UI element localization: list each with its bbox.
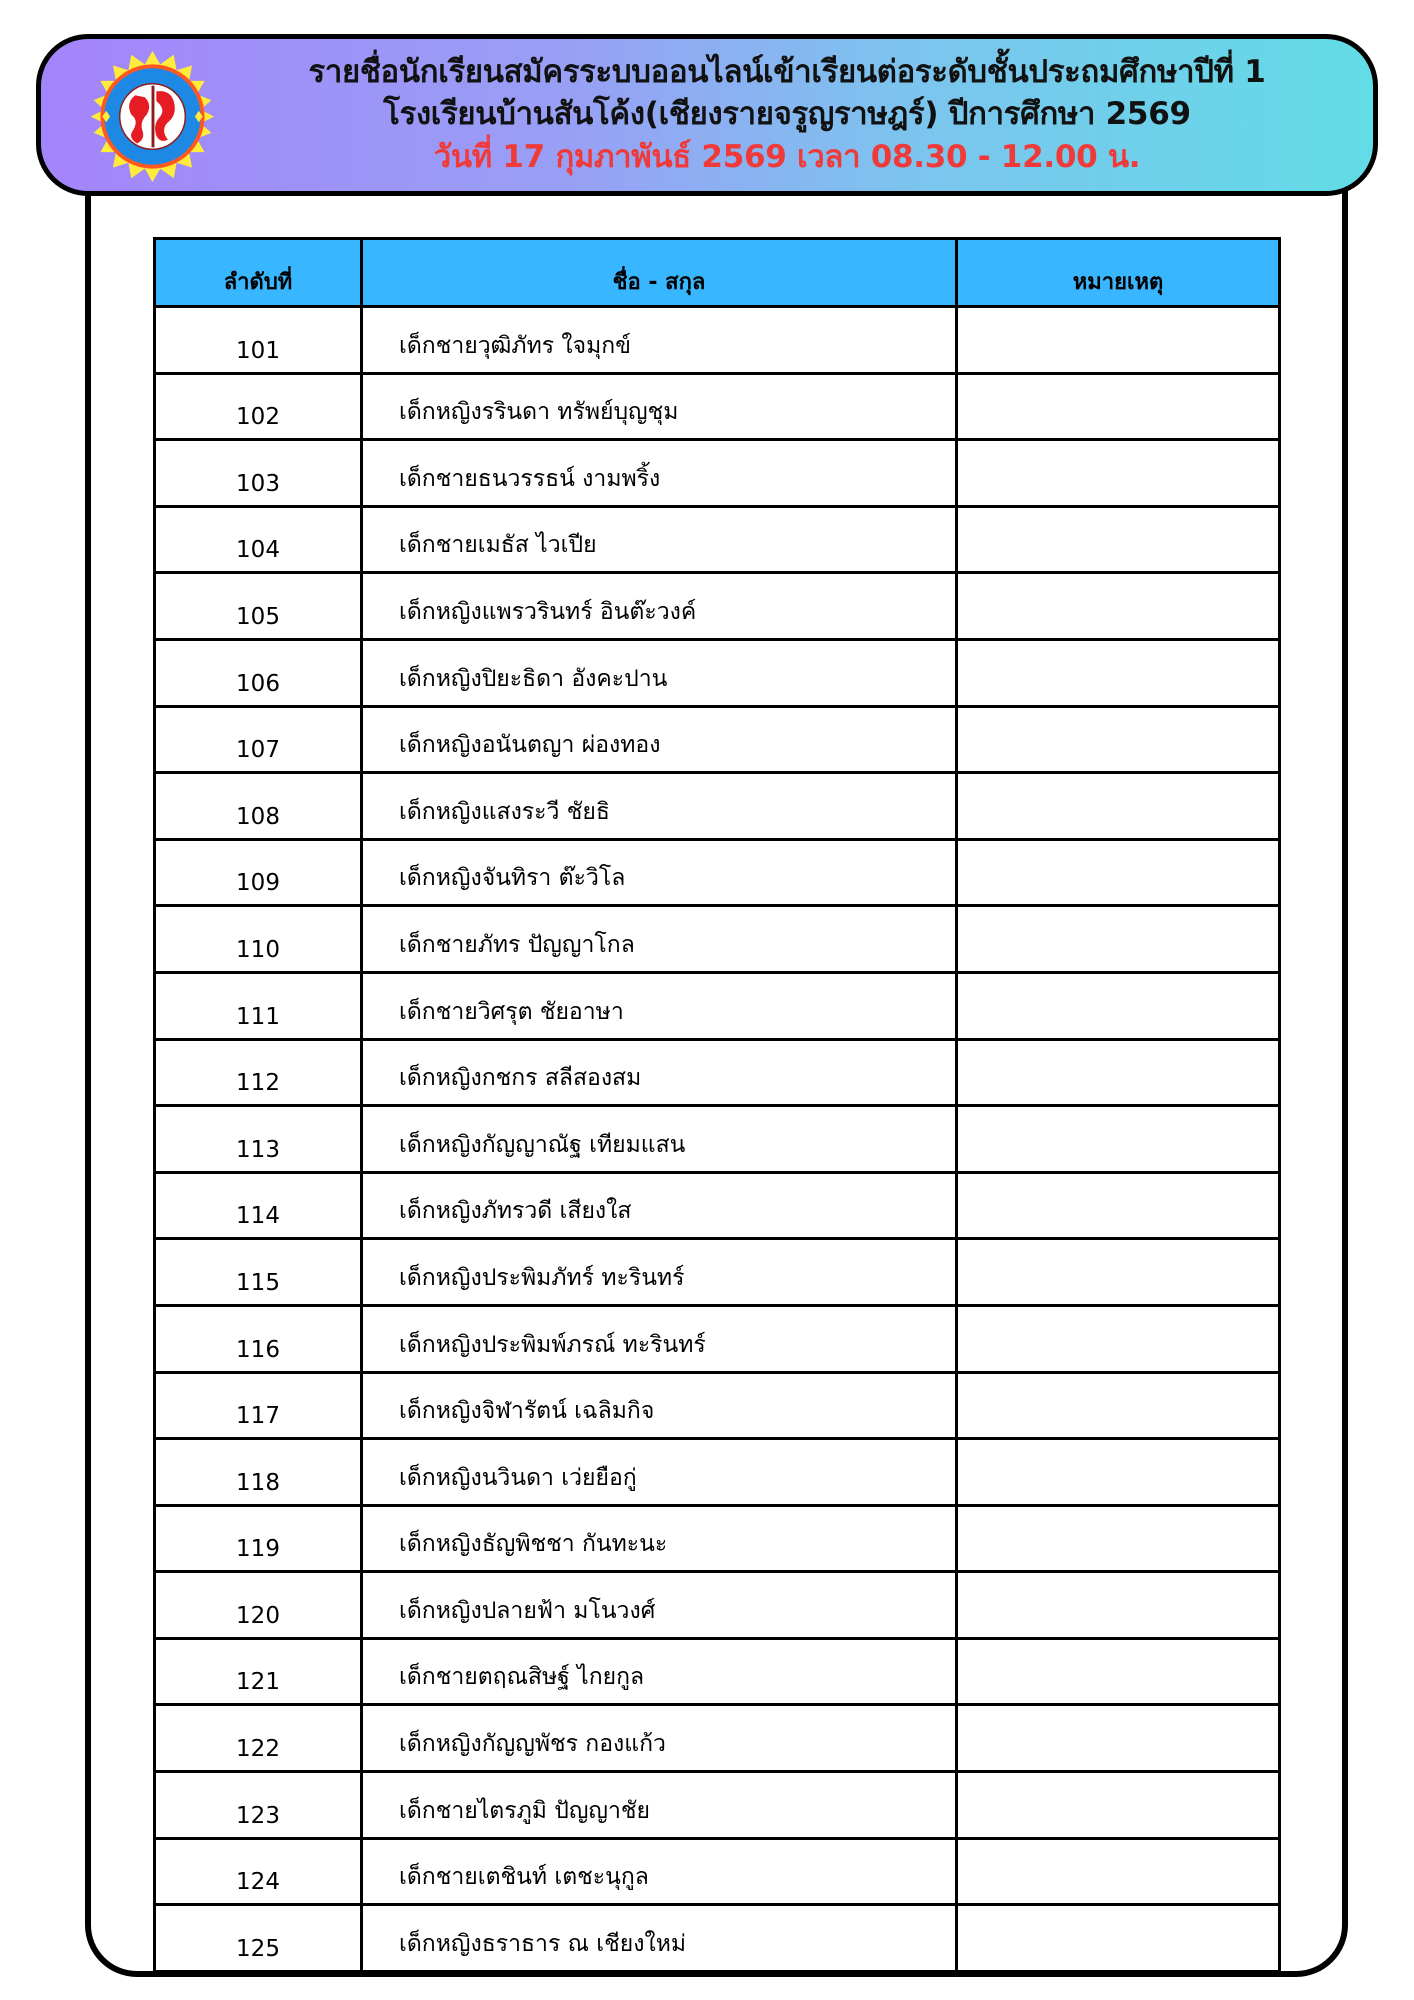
table-row [155,373,1280,440]
row-number: 103 [155,440,362,507]
table-row [155,307,1280,374]
student-name: เด็กหญิงประพิมพ์ภรณ์ ทะรินทร์ [362,1305,957,1372]
row-number: 107 [155,706,362,773]
student-name: เด็กหญิงแพรวรินทร์ อินต๊ะวงค์ [362,573,957,640]
row-number: 122 [155,1705,362,1772]
table-row [155,906,1280,973]
remark-cell [957,1572,1280,1639]
table-row [155,1172,1280,1239]
table-row [155,440,1280,507]
row-number: 123 [155,1772,362,1839]
student-name: เด็กหญิงจิฬารัตน์ เฉลิมกิจ [362,1372,957,1439]
table-row [155,1505,1280,1572]
remark-cell [957,1905,1280,1972]
remark-cell [957,1505,1280,1572]
student-name: เด็กหญิงปลายฟ้า มโนวงศ์ [362,1572,957,1639]
table-row [155,1372,1280,1439]
student-name: เด็กหญิงรรินดา ทรัพย์บุญชุม [362,373,957,440]
remark-cell [957,307,1280,374]
student-name: เด็กหญิงแสงระวี ชัยธิ [362,773,957,840]
header-banner [36,34,1378,196]
column-header-remark: หมายเหตุ [957,239,1280,307]
row-number: 105 [155,573,362,640]
remark-cell [957,1239,1280,1306]
row-number: 121 [155,1638,362,1705]
remark-cell [957,1772,1280,1839]
table-row [155,773,1280,840]
row-number: 124 [155,1838,362,1905]
row-number: 104 [155,506,362,573]
row-number: 101 [155,307,362,374]
student-name: เด็กหญิงประพิมภัทร์ ทะรินทร์ [362,1239,957,1306]
remark-cell [957,972,1280,1039]
date-time-line: วันที่ 17 กุมภาพันธ์ 2569 เวลา 08.30 - 12.00 น. [433,139,1141,175]
student-name: เด็กชายไตรภูมิ ปัญญาชัย [362,1772,957,1839]
student-roster-table [153,237,1281,1973]
student-name: เด็กหญิงภัทรวดี เสียงใส [362,1172,957,1239]
table-row [155,506,1280,573]
remark-cell [957,1638,1280,1705]
row-number: 116 [155,1305,362,1372]
row-number: 111 [155,972,362,1039]
remark-cell [957,1039,1280,1106]
table-row [155,839,1280,906]
row-number: 115 [155,1239,362,1306]
student-name: เด็กชายวุฒิภัทร ใจมุกข์ [362,307,957,374]
table-row [155,1705,1280,1772]
row-number: 112 [155,1039,362,1106]
remark-cell [957,373,1280,440]
column-header-number: ลำดับที่ [155,239,362,307]
remark-cell [957,1372,1280,1439]
student-name: เด็กหญิงกชกร สลีสองสม [362,1039,957,1106]
student-name: เด็กหญิงกัญญพัชร กองแก้ว [362,1705,957,1772]
document-title: รายชื่อนักเรียนสมัครระบบออนไลน์เข้าเรียนต่อระดับชั้นประถมศึกษาปีที่ 1 [308,54,1266,90]
remark-cell [957,839,1280,906]
row-number: 102 [155,373,362,440]
row-number: 109 [155,839,362,906]
student-name: เด็กชายวิศรุต ชัยอาษา [362,972,957,1039]
student-name: เด็กหญิงธราธาร ณ เชียงใหม่ [362,1905,957,1972]
row-number: 118 [155,1439,362,1506]
student-name: เด็กหญิงนวินดา เว่ยยือกู่ [362,1439,957,1506]
remark-cell [957,1439,1280,1506]
column-header-name: ชื่อ - สกุล [362,239,957,307]
row-number: 119 [155,1505,362,1572]
table-header-row [155,239,1280,307]
row-number: 117 [155,1372,362,1439]
remark-cell [957,1305,1280,1372]
row-number: 106 [155,639,362,706]
remark-cell [957,639,1280,706]
table-row [155,1772,1280,1839]
remark-cell [957,1172,1280,1239]
student-name: เด็กหญิงธัญพิชชา กันทะนะ [362,1505,957,1572]
remark-cell [957,573,1280,640]
table-row [155,1905,1280,1972]
table-row [155,706,1280,773]
header-titles [231,51,1343,179]
remark-cell [957,1838,1280,1905]
student-name: เด็กชายตฤณสิษฐ์ ไกยกูล [362,1638,957,1705]
row-number: 125 [155,1905,362,1972]
remark-cell [957,1106,1280,1173]
table-row [155,1838,1280,1905]
remark-cell [957,773,1280,840]
student-name: เด็กหญิงอนันตญา ผ่องทอง [362,706,957,773]
table-row [155,1039,1280,1106]
table-row [155,1239,1280,1306]
remark-cell [957,906,1280,973]
table-row [155,1638,1280,1705]
student-name: เด็กชายภัทร ปัญญาโกล [362,906,957,973]
remark-cell [957,506,1280,573]
table-row [155,1572,1280,1639]
student-name: เด็กหญิงปิยะธิดา อังคะปาน [362,639,957,706]
row-number: 114 [155,1172,362,1239]
remark-cell [957,706,1280,773]
table-row [155,1106,1280,1173]
row-number: 120 [155,1572,362,1639]
table-row [155,573,1280,640]
table-row [155,1305,1280,1372]
row-number: 113 [155,1106,362,1173]
table-row [155,1439,1280,1506]
student-name: เด็กหญิงกัญญาณัฐ เทียมแสน [362,1106,957,1173]
row-number: 110 [155,906,362,973]
remark-cell [957,1705,1280,1772]
student-name: เด็กชายเตชินท์ เตชะนุกูล [362,1838,957,1905]
school-emblem-icon [85,49,220,184]
student-name: เด็กชายเมธัส ไวเปีย [362,506,957,573]
student-name: เด็กชายธนวรรธน์ งามพริ้ง [362,440,957,507]
student-name: เด็กหญิงจันทิรา ต๊ะวิโล [362,839,957,906]
school-name-year: โรงเรียนบ้านสันโค้ง(เชียงรายจรูญราษฎร์) ปีการศึกษา 2569 [383,96,1191,132]
table-row [155,972,1280,1039]
row-number: 108 [155,773,362,840]
remark-cell [957,440,1280,507]
table-row [155,639,1280,706]
